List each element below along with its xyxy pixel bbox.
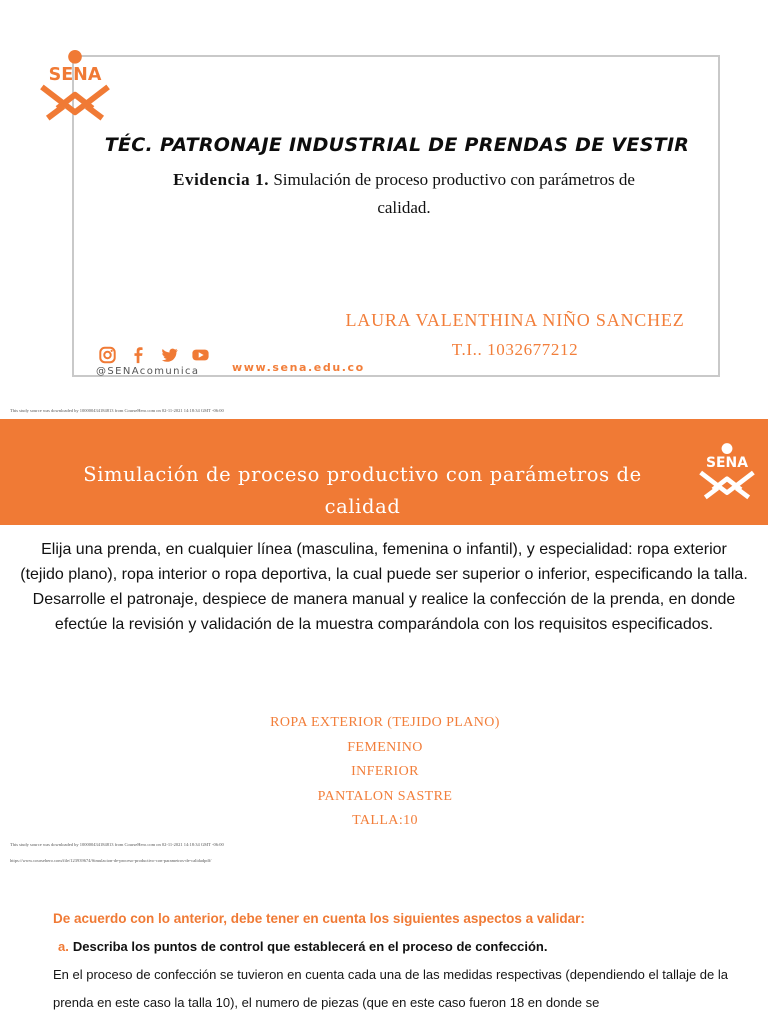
- question-text: Describa los puntos de control que establecerá en el proceso de confección.: [72, 939, 548, 954]
- author-name: LAURA VALENTHINA NIÑO SANCHEZ: [345, 310, 685, 330]
- facebook-icon[interactable]: [129, 346, 148, 364]
- sena-logo-banner: [696, 441, 758, 501]
- logo-text: SENA: [48, 65, 102, 86]
- evidence-title: Simulación de proceso productivo con parámetros de calidad.: [269, 170, 635, 217]
- download-notice: This study source was downloaded by 100000434184813 from CourseHero.com on 02-11-2021 14:18:34 GMT -06:00: [10, 408, 224, 413]
- download-notice: This study source was downloaded by 100000434184813 from CourseHero.com on 02-11-2021 14:18:34 GMT -06:00: [10, 842, 224, 847]
- source-url-notice[interactable]: https://www.coursehero.com/file/123939674/Simulacion-de-proceso-productivo-con-parametros-de-calidadpdf/: [10, 858, 212, 863]
- instructions-paragraph: Elija una prenda, en cualquier línea (masculina, femenina o infantil), y especialidad: ropa exterior (tejido plano), ropa interior o ropa deportiva, la cual puede ser superior o inferior, especificando la talla. Desarrolle el patronaje, despiece de manera manual y realice la confección de la prenda, en donde efectúe la revisión y validación de la muestra comparándola con los requisitos especificados.: [20, 541, 748, 633]
- spec-garment: PANTALON SASTRE: [317, 788, 453, 804]
- author-id: T.I.. 1032677212: [451, 340, 579, 359]
- social-icons: [98, 346, 210, 364]
- question-a: [58, 939, 547, 954]
- youtube-icon[interactable]: [191, 346, 210, 364]
- garment-spec-list: [250, 711, 520, 834]
- program-title: TÉC. PATRONAJE INDUSTRIAL DE PRENDAS DE VESTIR: [104, 134, 690, 156]
- answer-paragraph: En el proceso de confección se tuvieron en cuenta cada una de las medidas respectivas (dependiendo el tallaje de la prenda en este caso la talla 10), el numero de piezas (que en este caso fueron 18 en donde se: [53, 967, 728, 1010]
- spec-size: TALLA:10: [352, 813, 418, 829]
- social-handle: @SENAcomunica: [96, 366, 200, 377]
- spec-category: FEMENINO: [347, 739, 423, 755]
- evidence-title-block: [150, 166, 658, 222]
- twitter-icon[interactable]: [160, 346, 179, 364]
- spec-line: ROPA EXTERIOR (TEJIDO PLANO): [270, 715, 500, 730]
- spec-type: INFERIOR: [351, 764, 419, 780]
- banner-title: Simulación de proceso productivo con parámetros de calidad: [83, 463, 642, 518]
- question-letter: a.: [58, 939, 69, 954]
- sena-logo: [36, 48, 114, 122]
- instagram-icon[interactable]: [98, 346, 117, 364]
- website-link[interactable]: www.sena.edu.co: [232, 361, 365, 374]
- aspects-heading: De acuerdo con lo anterior, debe tener en cuenta los siguientes aspectos a validar:: [53, 911, 585, 926]
- evidence-label: Evidencia 1.: [173, 170, 270, 189]
- logo-text: SENA: [705, 455, 749, 472]
